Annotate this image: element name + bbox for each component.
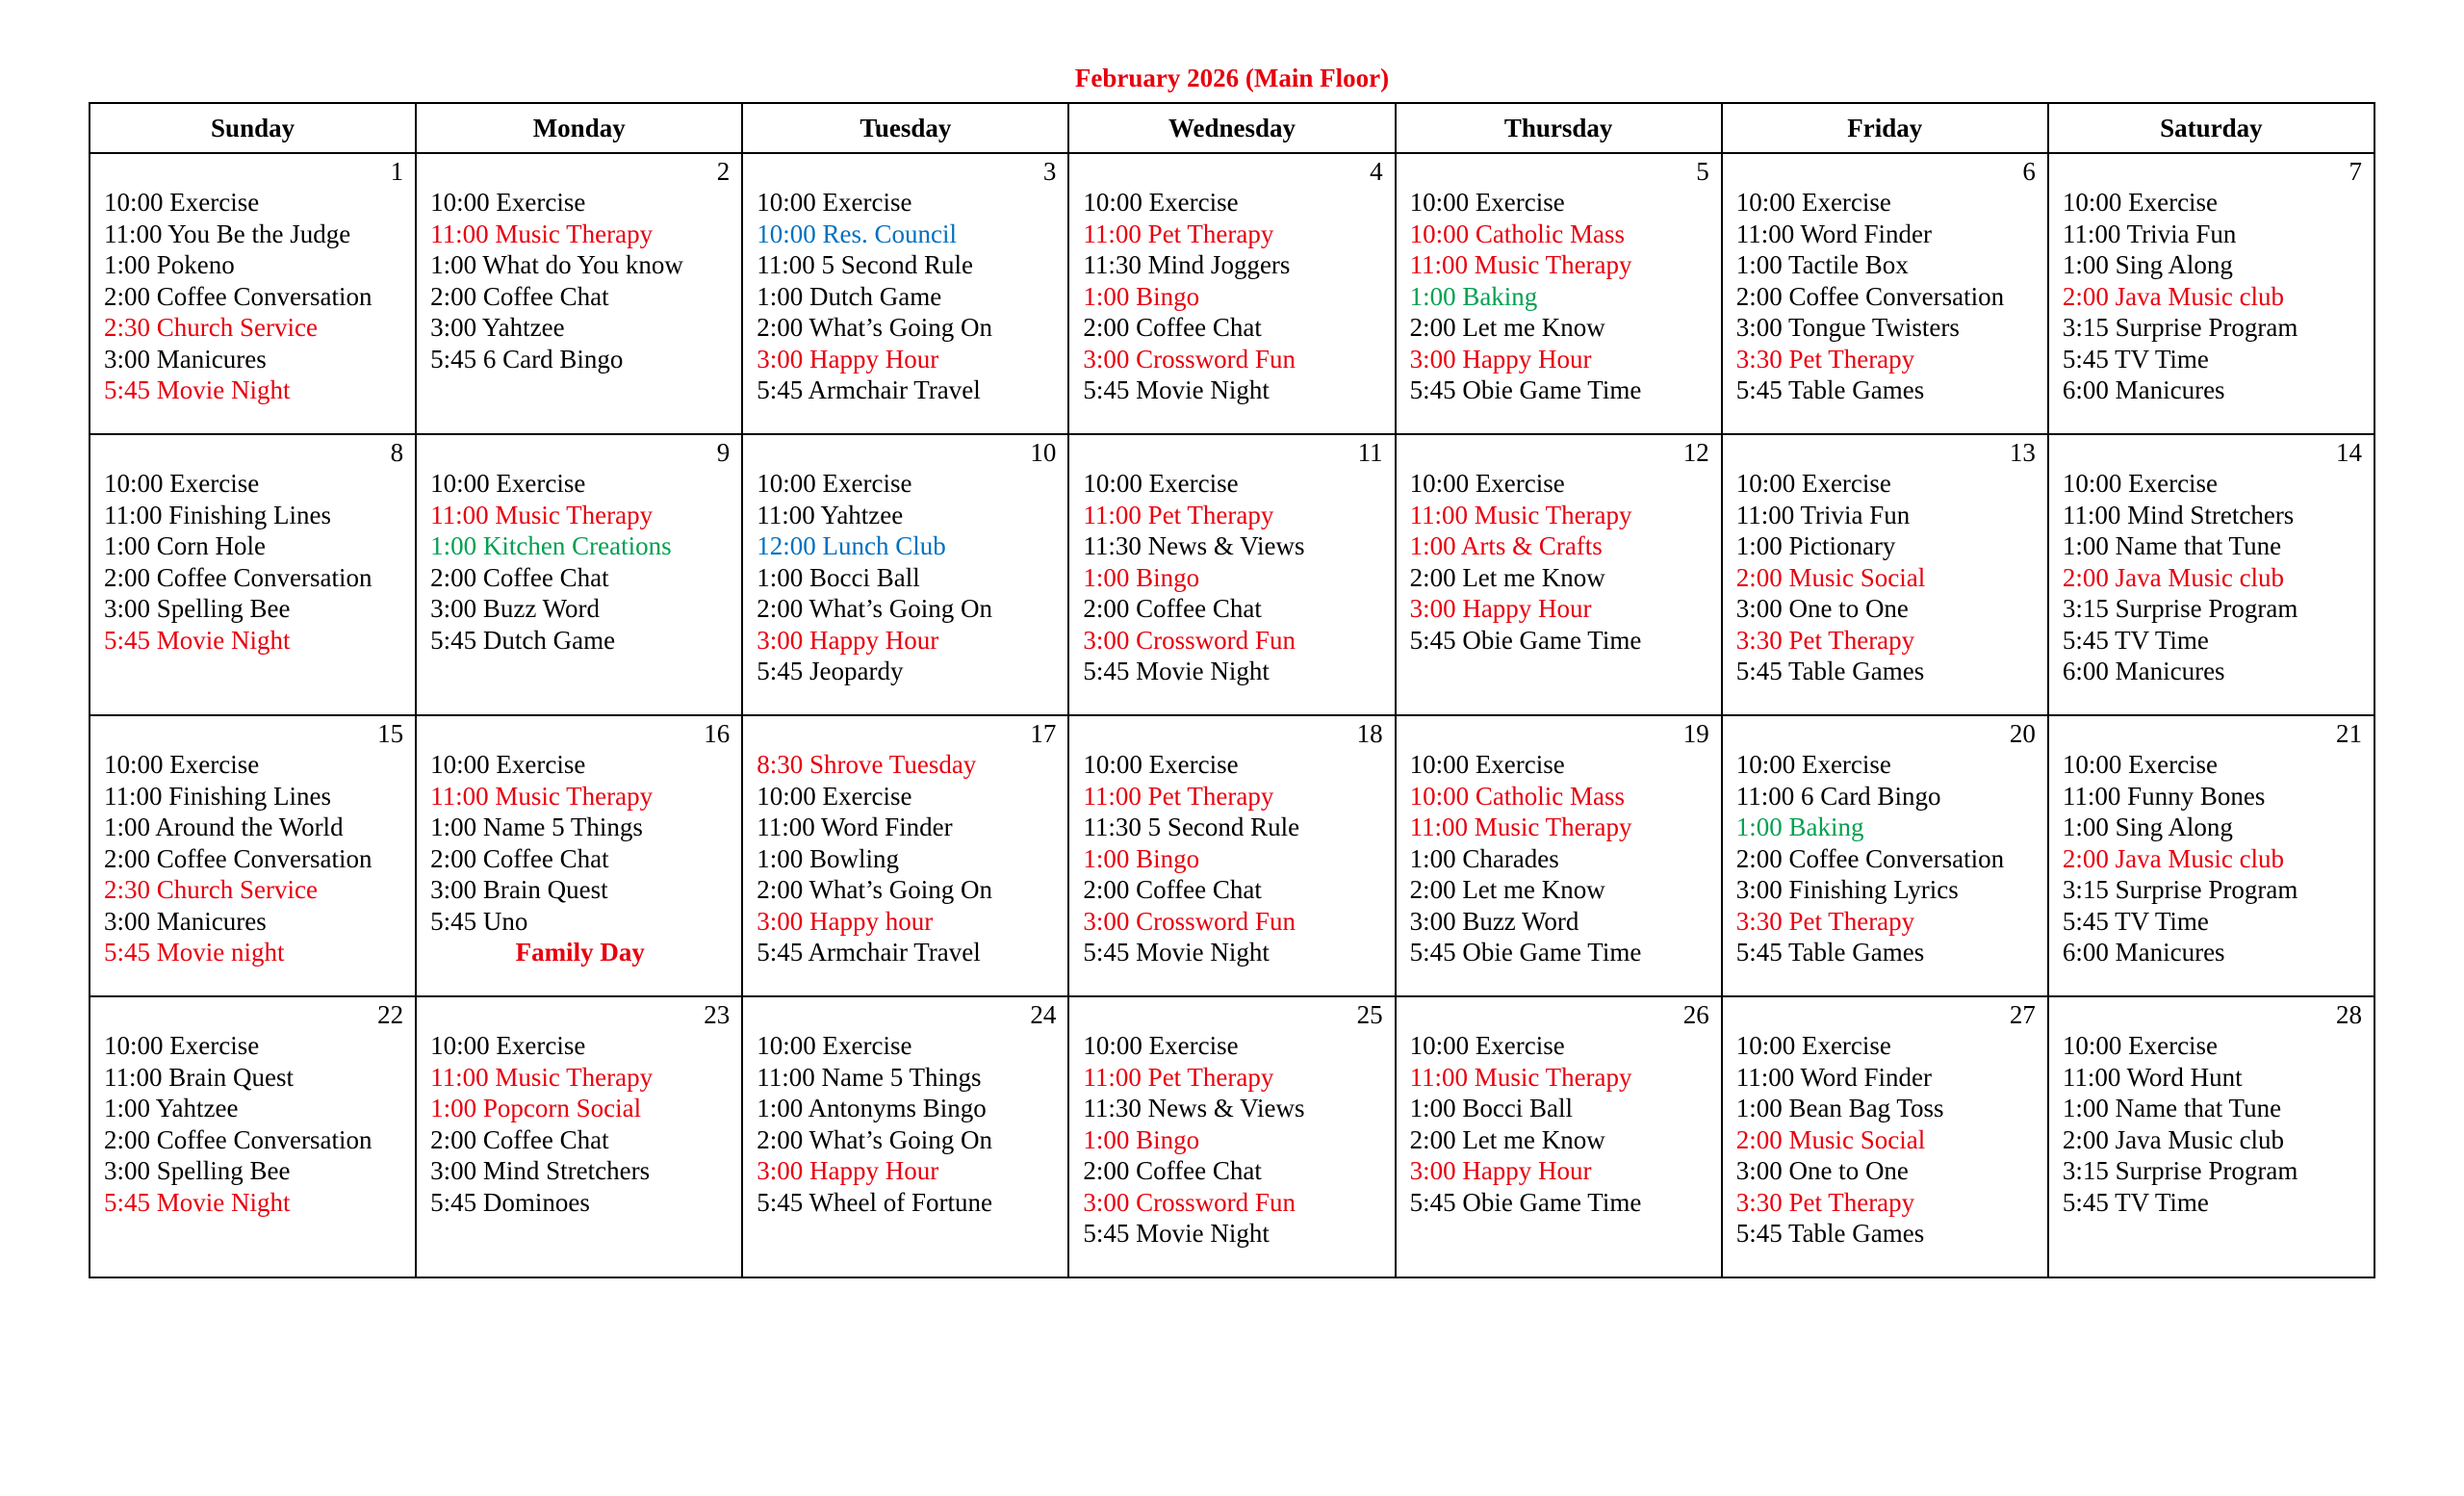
activity-item: 2:00 Coffee Conversation xyxy=(1735,843,2005,873)
activity-item: 11:00 Finishing Lines xyxy=(104,500,332,529)
activity-item: 1:00 Arts & Crafts xyxy=(1409,531,1603,560)
activity-item: 11:00 Music Therapy xyxy=(1409,1062,1632,1092)
weekday-header-saturday: Saturday xyxy=(2048,103,2374,153)
activity-item: 1:00 Popcorn Social xyxy=(430,1094,642,1122)
day-cell xyxy=(1068,434,1395,715)
activity-item: 11:00 Pet Therapy xyxy=(1083,500,1274,529)
weekday-header-sunday: Sunday xyxy=(90,103,416,153)
activity-item: 3:00 Happy Hour xyxy=(757,344,939,374)
activity-item: 10:00 Exercise xyxy=(757,188,912,217)
activity-item: 2:00 Java Music club xyxy=(2062,281,2285,311)
day-number: 23 xyxy=(704,1000,731,1029)
activity-item: 11:00 Music Therapy xyxy=(430,500,654,529)
activity-item: 2:00 Coffee Chat xyxy=(430,562,609,592)
activity-item: 10:00 Exercise xyxy=(104,750,260,779)
activity-item: 3:30 Pet Therapy xyxy=(1735,1187,1915,1217)
activity-item: 5:45 TV Time xyxy=(2062,1187,2209,1217)
activity-item: 10:00 Catholic Mass xyxy=(1409,219,1626,248)
activity-item: 2:00 Coffee Conversation xyxy=(104,281,372,311)
day-number: 22 xyxy=(377,1000,404,1029)
activity-item: 11:30 News & Views xyxy=(1083,531,1305,560)
day-number: 21 xyxy=(2336,719,2362,748)
activity-item: 3:00 Happy Hour xyxy=(1409,1156,1592,1185)
activity-item: 10:00 Exercise xyxy=(757,781,912,811)
activity-item: 11:00 Music Therapy xyxy=(430,219,654,248)
activity-item: 2:30 Church Service xyxy=(104,313,318,342)
activity-item: 3:00 Manicures xyxy=(104,344,267,374)
week-row xyxy=(90,434,2374,715)
activity-item: 3:00 Spelling Bee xyxy=(104,1156,291,1185)
activity-item: 3:00 Brain Quest xyxy=(430,875,608,904)
activity-item: 11:00 Pet Therapy xyxy=(1083,781,1274,811)
activity-item: 1:00 Bocci Ball xyxy=(757,562,920,592)
activity-item: 5:45 Movie Night xyxy=(1083,375,1270,404)
weekday-header-wednesday: Wednesday xyxy=(1068,103,1395,153)
activity-item: 2:00 Coffee Chat xyxy=(1083,875,1262,904)
day-cell xyxy=(416,153,742,434)
activity-item: 11:00 Funny Bones xyxy=(2062,781,2266,811)
activity-item: 6:00 Manicures xyxy=(2062,657,2225,685)
day-cell xyxy=(742,715,1068,996)
activity-item: 5:45 Jeopardy xyxy=(757,657,904,685)
activity-item: 10:00 Exercise xyxy=(430,1031,586,1060)
activity-item: 10:00 Exercise xyxy=(1083,469,1239,498)
activity-item: 2:00 Music Social xyxy=(1735,562,1926,592)
activity-item: 1:00 Name that Tune xyxy=(2062,531,2282,560)
activity-item: 1:00 Around the World xyxy=(104,812,344,841)
day-number: 25 xyxy=(1356,1000,1383,1029)
activity-item: 5:45 Movie Night xyxy=(104,625,291,655)
activity-item: 2:00 Coffee Chat xyxy=(1083,594,1262,623)
activity-item: 11:00 Word Finder xyxy=(1735,219,1933,248)
day-cell xyxy=(1068,996,1395,1277)
holiday-note: Family Day xyxy=(515,938,645,967)
activity-item: 11:00 Word Finder xyxy=(1735,1062,1933,1092)
activity-item: 5:45 Table Games xyxy=(1735,1219,1925,1248)
activity-item: 5:45 TV Time xyxy=(2062,344,2209,374)
activity-item: 5:45 Table Games xyxy=(1735,657,1925,685)
activity-item: 11:00 Music Therapy xyxy=(430,1062,654,1092)
day-cell xyxy=(2048,153,2374,434)
day-cell xyxy=(90,434,416,715)
activity-item: 11:00 Brain Quest xyxy=(104,1062,294,1092)
activity-item: 11:00 Yahtzee xyxy=(757,500,904,529)
activity-item: 11:00 Word Finder xyxy=(757,812,953,841)
activity-item: 10:00 Exercise xyxy=(1735,469,1891,498)
day-cell xyxy=(416,996,742,1277)
activity-item: 3:00 Crossword Fun xyxy=(1083,625,1296,655)
day-cell xyxy=(1722,715,2048,996)
activity-item: 3:00 Mind Stretchers xyxy=(430,1156,651,1185)
day-number: 24 xyxy=(1030,1000,1057,1029)
activity-item: 3:00 Crossword Fun xyxy=(1083,906,1296,936)
activity-item: 3:00 Tongue Twisters xyxy=(1735,313,1960,342)
day-cell xyxy=(90,153,416,434)
activity-item: 1:00 Sing Along xyxy=(2062,250,2233,279)
day-number: 5 xyxy=(1696,157,1709,186)
day-cell xyxy=(416,434,742,715)
activity-item: 2:00 Coffee Chat xyxy=(430,281,609,311)
activity-item: 2:00 Coffee Conversation xyxy=(104,843,372,873)
activity-item: 10:00 Exercise xyxy=(2062,1031,2219,1060)
activity-item: 12:00 Lunch Club xyxy=(757,531,946,560)
activity-item: 5:45 Armchair Travel xyxy=(757,375,981,404)
day-number: 20 xyxy=(2009,719,2036,748)
activity-item: 3:00 Happy Hour xyxy=(1409,344,1592,374)
activity-item: 10:00 Exercise xyxy=(1083,188,1239,217)
activity-item: 5:45 Table Games xyxy=(1735,375,1925,404)
activity-item: 1:00 Sing Along xyxy=(2062,812,2233,841)
day-cell xyxy=(416,715,742,996)
activity-item: 10:00 Exercise xyxy=(104,188,260,217)
activity-item: 2:00 What’s Going On xyxy=(757,594,993,623)
activity-item: 10:00 Exercise xyxy=(430,188,586,217)
activity-item: 1:00 Corn Hole xyxy=(104,531,266,560)
day-number: 14 xyxy=(2336,438,2362,467)
activity-item: 3:00 Buzz Word xyxy=(1409,906,1579,936)
week-row xyxy=(90,996,2374,1277)
activity-item: 1:00 Bingo xyxy=(1083,1124,1200,1154)
activity-item: 10:00 Exercise xyxy=(1409,1031,1565,1060)
activity-item: 5:45 6 Card Bingo xyxy=(430,344,624,374)
activity-item: 1:00 Yahtzee xyxy=(104,1094,239,1122)
activity-item: 1:00 Baking xyxy=(1735,812,1864,841)
activity-item: 3:15 Surprise Program xyxy=(2062,594,2298,623)
activity-item: 10:00 Exercise xyxy=(1409,188,1565,217)
day-number: 19 xyxy=(1682,719,1709,748)
day-number: 9 xyxy=(716,438,731,467)
day-number: 7 xyxy=(2348,157,2362,186)
activity-item: 1:00 Bingo xyxy=(1083,562,1200,592)
activity-item: 8:30 Shrove Tuesday xyxy=(757,750,977,779)
activity-item: 3:00 Buzz Word xyxy=(430,594,600,623)
activity-item: 1:00 What do You know xyxy=(430,250,683,279)
activity-item: 2:00 Let me Know xyxy=(1409,313,1605,342)
activity-item: 5:45 Table Games xyxy=(1735,938,1925,967)
activity-item: 3:15 Surprise Program xyxy=(2062,875,2298,904)
activity-item: 1:00 Dutch Game xyxy=(757,281,942,311)
activity-item: 11:00 Trivia Fun xyxy=(2062,219,2237,248)
day-number: 4 xyxy=(1370,157,1383,186)
day-number: 13 xyxy=(2009,438,2036,467)
day-cell xyxy=(742,996,1068,1277)
activity-item: 5:45 Movie Night xyxy=(104,1187,291,1217)
activity-item: 5:45 Movie night xyxy=(104,938,285,967)
activity-item: 2:00 Java Music club xyxy=(2062,1124,2285,1154)
activity-item: 2:00 Coffee Conversation xyxy=(104,562,372,592)
day-number: 17 xyxy=(1030,719,1057,748)
day-number: 28 xyxy=(2336,1000,2362,1029)
activity-item: 5:45 Movie Night xyxy=(1083,657,1270,685)
activity-item: 3:00 Happy hour xyxy=(757,906,934,936)
activity-item: 11:00 Pet Therapy xyxy=(1083,219,1274,248)
activity-item: 1:00 Charades xyxy=(1409,843,1559,873)
day-number: 18 xyxy=(1356,719,1383,748)
activity-item: 1:00 Pictionary xyxy=(1735,531,1896,560)
activity-item: 10:00 Exercise xyxy=(430,750,586,779)
activity-item: 1:00 Tactile Box xyxy=(1735,250,1909,279)
activity-item: 3:30 Pet Therapy xyxy=(1735,625,1915,655)
activity-item: 10:00 Exercise xyxy=(104,1031,260,1060)
activity-item: 3:00 Spelling Bee xyxy=(104,594,291,623)
activity-item: 1:00 Baking xyxy=(1409,281,1538,311)
day-cell xyxy=(1396,715,1722,996)
activity-item: 3:00 Crossword Fun xyxy=(1083,344,1296,374)
activity-item: 11:00 Trivia Fun xyxy=(1735,500,1911,529)
activity-item: 11:00 Music Therapy xyxy=(430,781,654,811)
activity-item: 1:00 Bowling xyxy=(757,843,900,873)
activity-item: 10:00 Exercise xyxy=(1735,188,1891,217)
day-number: 6 xyxy=(2022,157,2036,186)
activity-item: 10:00 Exercise xyxy=(1409,469,1565,498)
activity-item: 2:00 Java Music club xyxy=(2062,843,2285,873)
day-cell xyxy=(1396,434,1722,715)
day-cell xyxy=(2048,715,2374,996)
activity-item: 11:30 5 Second Rule xyxy=(1083,812,1300,841)
activity-item: 2:00 Let me Know xyxy=(1409,1124,1605,1154)
activity-item: 10:00 Exercise xyxy=(430,469,586,498)
weekday-header-monday: Monday xyxy=(416,103,742,153)
day-cell xyxy=(90,715,416,996)
activity-item: 3:00 Finishing Lyrics xyxy=(1735,875,1959,904)
activity-item: 2:00 What’s Going On xyxy=(757,1124,993,1154)
activity-item: 10:00 Exercise xyxy=(104,469,260,498)
activity-item: 5:45 TV Time xyxy=(2062,625,2209,655)
day-cell xyxy=(2048,434,2374,715)
activity-item: 11:00 Name 5 Things xyxy=(757,1062,982,1092)
activity-item: 3:00 One to One xyxy=(1735,1156,1909,1185)
activity-item: 10:00 Exercise xyxy=(1083,1031,1239,1060)
day-number: 1 xyxy=(390,157,404,186)
day-cell xyxy=(742,434,1068,715)
activity-item: 11:00 Music Therapy xyxy=(1409,250,1632,279)
activity-item: 10:00 Exercise xyxy=(2062,188,2219,217)
activity-item: 3:00 Happy Hour xyxy=(757,625,939,655)
day-cell xyxy=(742,153,1068,434)
activity-item: 11:30 Mind Joggers xyxy=(1083,250,1291,279)
activity-item: 5:45 Obie Game Time xyxy=(1409,375,1642,404)
activity-item: 3:15 Surprise Program xyxy=(2062,313,2298,342)
activity-item: 11:30 News & Views xyxy=(1083,1094,1305,1122)
activity-item: 1:00 Bocci Ball xyxy=(1409,1094,1574,1122)
activity-item: 10:00 Catholic Mass xyxy=(1409,781,1626,811)
calendar-title: February 2026 (Main Floor) xyxy=(1074,64,1390,92)
day-number: 26 xyxy=(1682,1000,1709,1029)
activity-item: 2:00 Coffee Chat xyxy=(1083,1156,1262,1185)
activity-item: 10:00 Exercise xyxy=(1409,750,1565,779)
activity-item: 5:45 Uno xyxy=(430,906,528,936)
activity-item: 5:45 Movie Night xyxy=(1083,938,1270,967)
day-number: 27 xyxy=(2009,1000,2036,1029)
activity-item: 2:00 What’s Going On xyxy=(757,313,993,342)
day-cell xyxy=(1722,153,2048,434)
activity-item: 10:00 Exercise xyxy=(1735,750,1891,779)
activity-item: 11:00 You Be the Judge xyxy=(104,219,351,248)
activity-item: 3:00 Happy Hour xyxy=(757,1156,939,1185)
day-cell xyxy=(2048,996,2374,1277)
activity-item: 11:00 Music Therapy xyxy=(1409,812,1632,841)
activity-item: 5:45 Movie Night xyxy=(1083,1219,1270,1248)
activity-item: 3:00 Happy Hour xyxy=(1409,594,1592,623)
day-number: 15 xyxy=(377,719,404,748)
activity-item: 11:00 Mind Stretchers xyxy=(2062,500,2295,529)
activity-item: 2:00 Coffee Chat xyxy=(430,843,609,873)
day-cell xyxy=(1722,434,2048,715)
activity-item: 3:00 Crossword Fun xyxy=(1083,1187,1296,1217)
weekday-header-thursday: Thursday xyxy=(1396,103,1722,153)
day-number: 12 xyxy=(1682,438,1709,467)
weekday-header-row xyxy=(90,103,2374,153)
day-number: 16 xyxy=(704,719,731,748)
activity-item: 3:00 One to One xyxy=(1735,594,1909,623)
day-number: 11 xyxy=(1357,438,1383,467)
activity-item: 2:00 Let me Know xyxy=(1409,875,1605,904)
activity-item: 3:00 Manicures xyxy=(104,906,267,936)
day-number: 10 xyxy=(1030,438,1057,467)
activity-item: 3:00 Yahtzee xyxy=(430,313,565,342)
activity-item: 3:30 Pet Therapy xyxy=(1735,344,1915,374)
activity-item: 2:30 Church Service xyxy=(104,875,318,904)
day-cell xyxy=(1068,153,1395,434)
activity-item: 2:00 Music Social xyxy=(1735,1124,1926,1154)
activity-item: 5:45 Armchair Travel xyxy=(757,938,981,967)
activity-item: 6:00 Manicures xyxy=(2062,938,2225,967)
activity-item: 2:00 Coffee Conversation xyxy=(1735,281,2005,311)
activity-item: 2:00 Java Music club xyxy=(2062,562,2285,592)
activity-item: 11:00 Word Hunt xyxy=(2062,1062,2243,1092)
activity-item: 1:00 Antonyms Bingo xyxy=(757,1094,987,1122)
activity-item: 1:00 Kitchen Creations xyxy=(430,531,672,560)
activity-item: 10:00 Exercise xyxy=(757,469,912,498)
activity-item: 5:45 Obie Game Time xyxy=(1409,938,1642,967)
activity-item: 2:00 What’s Going On xyxy=(757,875,993,904)
activity-item: 2:00 Let me Know xyxy=(1409,562,1605,592)
activity-item: 10:00 Res. Council xyxy=(757,219,958,248)
activity-item: 11:00 6 Card Bingo xyxy=(1735,781,1941,811)
activity-item: 5:45 Wheel of Fortune xyxy=(757,1187,992,1217)
activity-item: 2:00 Coffee Chat xyxy=(1083,313,1262,342)
activity-item: 1:00 Pokeno xyxy=(104,250,235,279)
week-row xyxy=(90,715,2374,996)
activity-item: 11:00 5 Second Rule xyxy=(757,250,974,279)
activity-item: 10:00 Exercise xyxy=(2062,469,2219,498)
activity-item: 10:00 Exercise xyxy=(1735,1031,1891,1060)
day-cell xyxy=(1396,153,1722,434)
calendar-weeks xyxy=(90,153,2374,1277)
activity-item: 1:00 Bingo xyxy=(1083,843,1200,873)
activity-item: 3:15 Surprise Program xyxy=(2062,1156,2298,1185)
activity-item: 5:45 Dominoes xyxy=(430,1187,590,1217)
week-row xyxy=(90,153,2374,434)
day-cell xyxy=(1396,996,1722,1277)
day-number: 8 xyxy=(390,438,404,467)
activity-item: 10:00 Exercise xyxy=(2062,750,2219,779)
activity-item: 5:45 TV Time xyxy=(2062,906,2209,936)
activity-item: 10:00 Exercise xyxy=(1083,750,1239,779)
activity-item: 1:00 Name that Tune xyxy=(2062,1094,2282,1122)
activity-item: 11:00 Finishing Lines xyxy=(104,781,332,811)
activity-item: 10:00 Exercise xyxy=(757,1031,912,1060)
day-number: 3 xyxy=(1042,157,1057,186)
weekday-header-tuesday: Tuesday xyxy=(742,103,1068,153)
activity-item: 6:00 Manicures xyxy=(2062,375,2225,404)
calendar-grid xyxy=(89,102,2375,1278)
activity-item: 11:00 Pet Therapy xyxy=(1083,1062,1274,1092)
day-cell xyxy=(1722,996,2048,1277)
day-cell xyxy=(1068,715,1395,996)
activity-item: 5:45 Movie Night xyxy=(104,375,291,404)
activity-item: 11:00 Music Therapy xyxy=(1409,500,1632,529)
activity-item: 1:00 Bean Bag Toss xyxy=(1735,1094,1944,1122)
activity-item: 2:00 Coffee Conversation xyxy=(104,1124,372,1154)
activity-item: 1:00 Bingo xyxy=(1083,281,1200,311)
activity-item: 5:45 Obie Game Time xyxy=(1409,625,1642,655)
weekday-header-friday: Friday xyxy=(1722,103,2048,153)
activity-item: 5:45 Obie Game Time xyxy=(1409,1187,1642,1217)
activity-item: 3:30 Pet Therapy xyxy=(1735,906,1915,936)
activity-item: 1:00 Name 5 Things xyxy=(430,812,643,841)
day-number: 2 xyxy=(716,157,731,186)
activity-item: 5:45 Dutch Game xyxy=(430,625,616,655)
activity-item: 2:00 Coffee Chat xyxy=(430,1124,609,1154)
day-cell xyxy=(90,996,416,1277)
